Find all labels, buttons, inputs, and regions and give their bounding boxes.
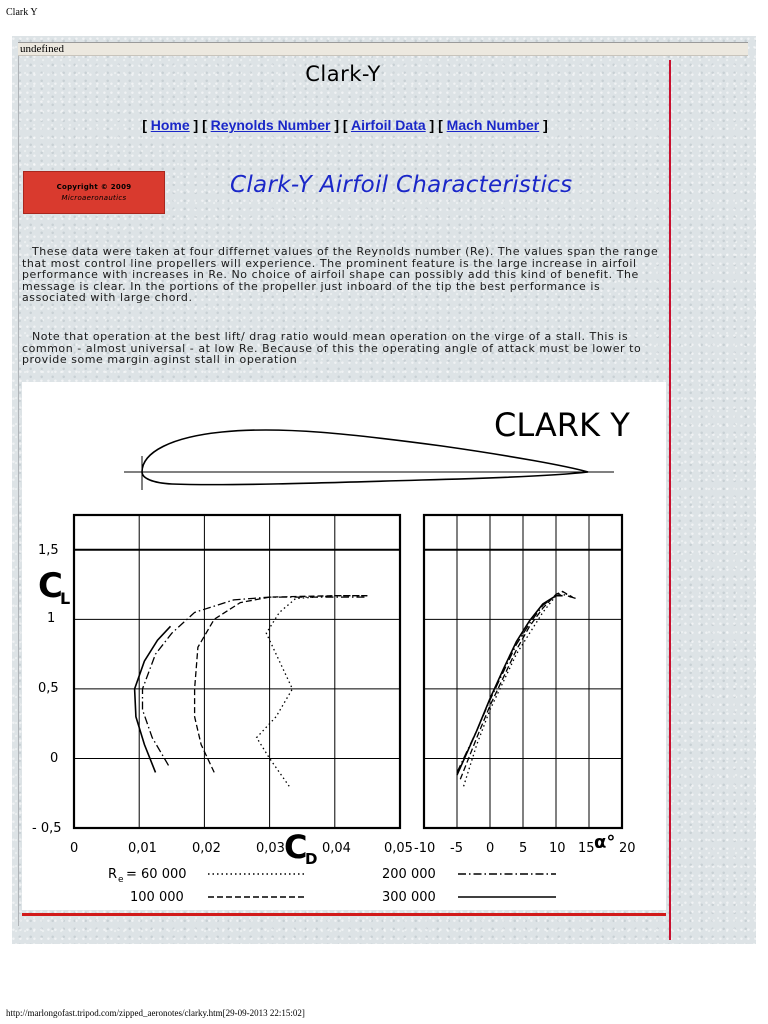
- x-tick-label: 0,02: [192, 841, 221, 856]
- series-line-300000: [135, 626, 171, 772]
- nav-link-airfoil-data[interactable]: Airfoil Data: [350, 117, 426, 133]
- print-header-title: Clark Y: [6, 7, 38, 18]
- badge-copyright-line: Copyright © 2009: [56, 182, 132, 191]
- content-left-border: [18, 56, 19, 926]
- page-title: Clark-Y: [305, 62, 381, 86]
- alpha-tick-label: 0: [486, 841, 495, 856]
- series-line-200000: [457, 594, 576, 772]
- series-line-200000: [143, 597, 368, 765]
- clark-y-figure-svg: [22, 382, 666, 910]
- cl-cd-grid: [74, 515, 400, 828]
- x-tick-label: 0,04: [322, 841, 351, 856]
- cl-cd-chart-frame: [74, 515, 400, 828]
- x-tick-label: 0,05: [384, 841, 413, 856]
- clark-y-figure: [22, 382, 666, 910]
- intro-paragraph: [22, 246, 662, 304]
- y-tick-label: 0: [50, 751, 59, 766]
- print-footer-url: http://marlongofast.tripod.com/zipped_aeronotes/clarky.htm[29-09-2013 22:15:02]: [6, 1008, 305, 1018]
- cl-alpha-grid: [424, 515, 622, 828]
- y-tick-label: 1: [47, 611, 56, 626]
- alpha-tick-label: -5: [450, 841, 463, 856]
- series-line-60000: [257, 596, 368, 787]
- cl-cd-series: [135, 596, 368, 787]
- legend-re-symbol: R: [108, 867, 118, 882]
- nav-link-reynolds-number[interactable]: Reynolds Number: [210, 117, 331, 133]
- cl-axis-label: C: [38, 566, 63, 606]
- red-vertical-rule: [669, 60, 671, 940]
- nav-link-home[interactable]: Home: [150, 117, 190, 133]
- figure-title: CLARK Y: [494, 406, 630, 444]
- nav-link-mach-number[interactable]: Mach Number: [446, 117, 540, 133]
- legend-label-100000: 100 000: [130, 890, 184, 905]
- intro-paragraph-text: These data were taken at four differnet values of the Reynolds number (Re). The values span the range that most control line propellers will experience. The prominent feature is the large increase in airfoil performance with increases in Re. No choice of airfoil shape can possibly add this kind of benefit. The message is clear. In the portions of the propeller just inboard of the tip the best performance is associated with large chord.: [22, 245, 659, 304]
- cl-axis-subscript: L: [60, 589, 71, 608]
- top-nav: [ Home ] [ Reynolds Number ] [ Airfoil Data ] [ Mach Number ]: [142, 117, 548, 133]
- bottom-red-rule: [22, 913, 666, 916]
- legend-label-200000: 200 000: [382, 867, 436, 882]
- legend-label-300000: 300 000: [382, 890, 436, 905]
- alpha-tick-label: 5: [519, 841, 528, 856]
- undefined-bar: undefined: [18, 42, 748, 56]
- alpha-tick-label: 15: [578, 841, 595, 856]
- alpha-tick-label: 20: [619, 841, 636, 856]
- alpha-tick-label: -10: [414, 841, 436, 856]
- x-tick-label: 0: [70, 841, 79, 856]
- cd-axis-label: C: [284, 828, 308, 866]
- stall-note-paragraph-text: Note that operation at the best lift/ drag ratio would mean operation on the virge of a stall. This is common - almost universal - at low Re. Because of this the operating angle of attack must be lower to provide some margin aginst stall in operation: [22, 330, 642, 366]
- copyright-badge: [23, 171, 165, 214]
- y-tick-label: 1,5: [38, 543, 59, 558]
- y-tick-label: 0,5: [38, 681, 59, 696]
- series-line-100000: [195, 596, 368, 773]
- y-tick-label: - 0,5: [32, 821, 62, 836]
- legend-re-60000: = 60 000: [126, 867, 187, 882]
- stall-note-paragraph: [22, 331, 662, 366]
- badge-company-line: Microaeronautics: [61, 193, 127, 202]
- x-tick-label: 0,03: [256, 841, 285, 856]
- section-subtitle: Clark-Y Airfoil Characteristics: [230, 172, 573, 198]
- legend-re-subscript: e: [118, 875, 124, 885]
- alpha-axis-label: α°: [594, 832, 616, 853]
- x-tick-label: 0,01: [128, 841, 157, 856]
- cd-axis-subscript: D: [305, 850, 318, 868]
- series-line-300000: [457, 596, 563, 775]
- alpha-tick-label: 10: [549, 841, 566, 856]
